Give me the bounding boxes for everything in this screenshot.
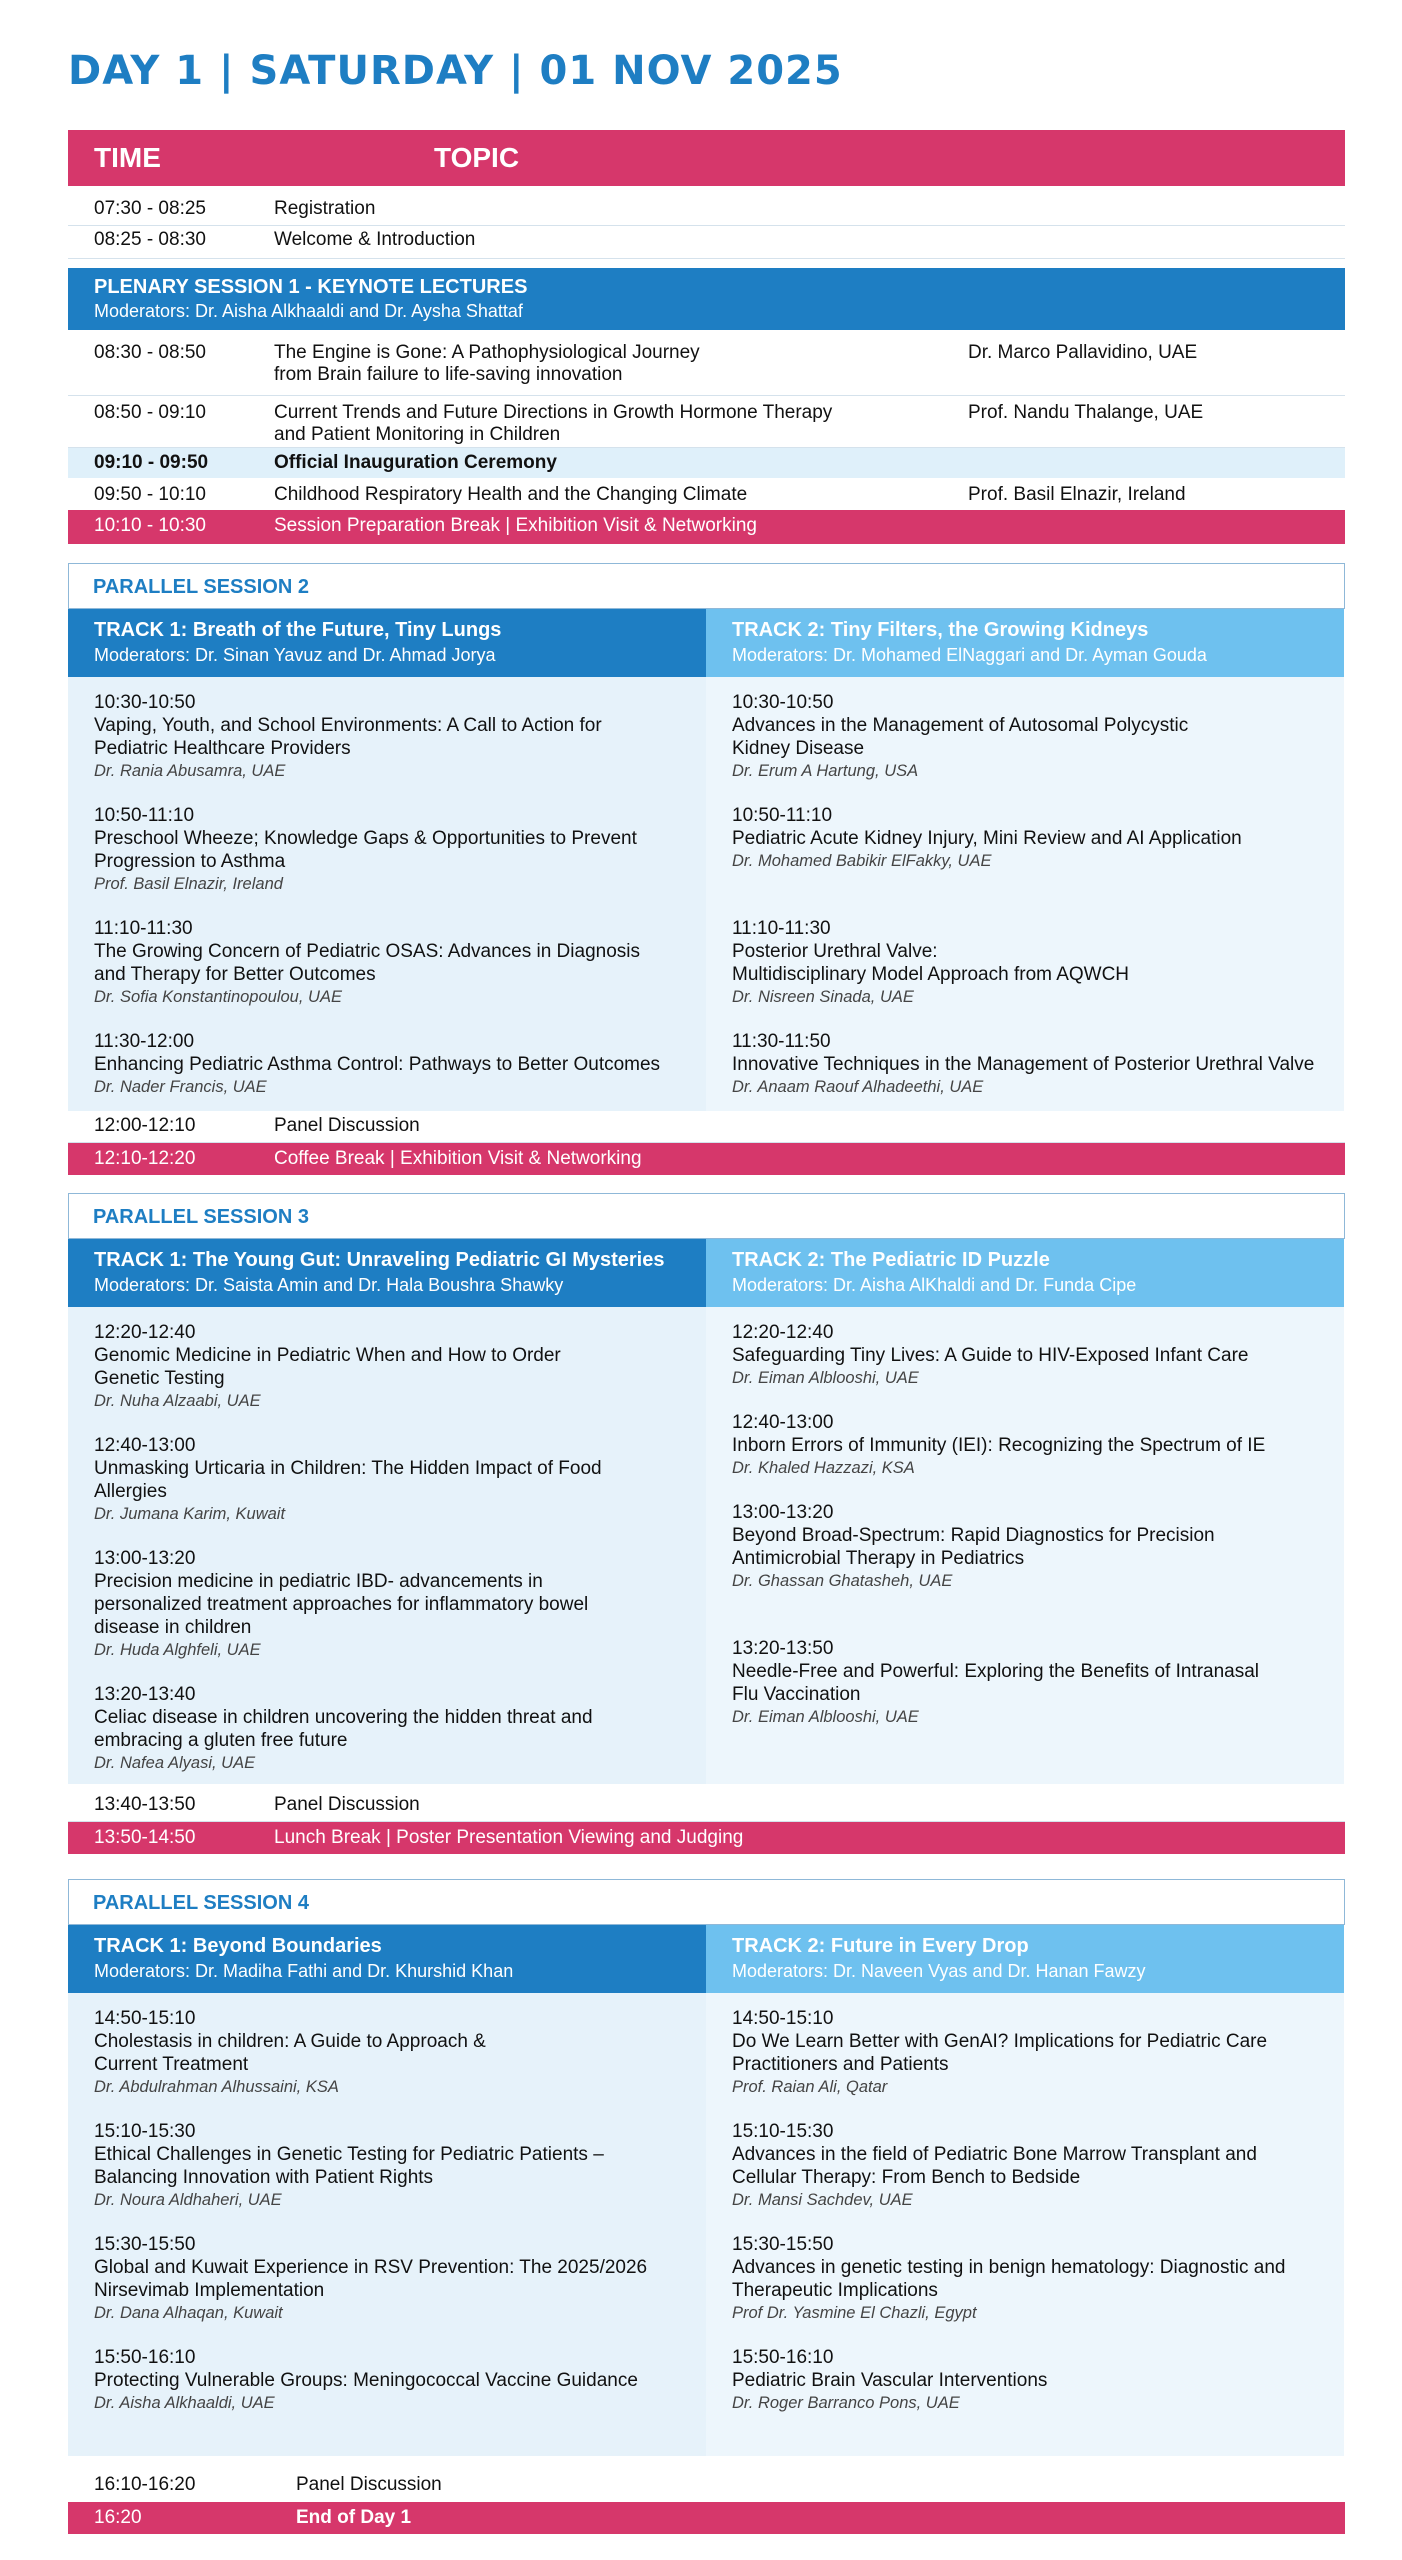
talk-item: 15:30-15:50 Global and Kuwait Experience in RSV Prevention: The 2025/2026 Nirsevimab Implementation Dr. Dana Alhaqan, Kuwait (94, 2234, 648, 2322)
track-title: TRACK 1: Beyond Boundaries (94, 1935, 382, 1957)
break-topic: Session Preparation Break | Exhibition Visit & Networking (274, 515, 757, 536)
row-time: 12:00-12:10 (94, 1115, 196, 1136)
talk-item: 12:40-13:00 Unmasking Urticaria in Children: The Hidden Impact of Food Allergies Dr. Jumana Karim, Kuwait (94, 1435, 602, 1523)
row-speaker: Dr. Marco Pallavidino, UAE (968, 342, 1198, 363)
break-time: 10:10 - 10:30 (94, 515, 206, 536)
talk-item: 12:40-13:00 Inborn Errors of Immunity (IEI): Recognizing the Spectrum of IE Dr. Khaled Hazzazi, KSA (732, 1412, 1266, 1477)
row-time: 08:25 - 08:30 (94, 229, 206, 250)
talk-item: 15:10-15:30 Ethical Challenges in Genetic Testing for Pediatric Patients – Balancing Innovation with Patient Rights Dr. Noura Aldhaheri, UAE (94, 2121, 604, 2209)
row-time: 08:30 - 08:50 (94, 342, 206, 363)
schedule-row (68, 402, 1345, 448)
track-title: TRACK 1: Breath of the Future, Tiny Lungs (94, 619, 502, 641)
talk-item: 12:20-12:40 Safeguarding Tiny Lives: A Guide to HIV-Exposed Infant Care Dr. Eiman Alblooshi, UAE (732, 1322, 1249, 1387)
session2-track1 (68, 609, 706, 1111)
schedule-row (68, 198, 1345, 226)
track-moderators: Moderators: Dr. Sinan Yavuz and Dr. Ahmad Jorya (94, 645, 496, 665)
break-topic: Lunch Break | Poster Presentation Viewing and Judging (274, 1827, 744, 1848)
row-topic: Panel Discussion (274, 1115, 420, 1136)
session4-track1 (68, 1925, 706, 2456)
schedule-row (68, 342, 1345, 396)
row-time: 08:50 - 09:10 (94, 402, 206, 423)
track-moderators: Moderators: Dr. Madiha Fathi and Dr. Khurshid Khan (94, 1961, 514, 1981)
talk-item: 13:20-13:50 Needle-Free and Powerful: Exploring the Benefits of Intranasal Flu Vaccination Dr. Eiman Alblooshi, UAE (732, 1638, 1260, 1726)
session-title: PARALLEL SESSION 2 (93, 576, 309, 598)
schedule-row (68, 484, 1345, 510)
schedule-row (68, 229, 1345, 259)
track-title: TRACK 2: Future in Every Drop (732, 1935, 1029, 1957)
break-bar (68, 1822, 1345, 1854)
track-body (706, 677, 1344, 1111)
talk-item: 15:50-16:10 Pediatric Brain Vascular Interventions Dr. Roger Barranco Pons, UAE (732, 2347, 1048, 2412)
panel-row (68, 1794, 1345, 1822)
track-title: TRACK 2: Tiny Filters, the Growing Kidneys (732, 619, 1149, 641)
end-time: 16:20 (94, 2507, 142, 2528)
session3-track2 (706, 1239, 1344, 1784)
row-topic: Official Inauguration Ceremony (274, 452, 557, 473)
talk-item: 10:50-11:10 Pediatric Acute Kidney Injury, Mini Review and AI Application Dr. Mohamed Babikir ElFakky, UAE (732, 805, 1242, 870)
session-title: PARALLEL SESSION 3 (93, 1206, 309, 1228)
row-topic: Welcome & Introduction (274, 229, 476, 250)
talk-item: 14:50-15:10 Cholestasis in children: A Guide to Approach & Current Treatment Dr. Abdulrahman Alhussaini, KSA (94, 2008, 486, 2096)
parallel-session-4-header (68, 1879, 1345, 1925)
track-body (68, 1307, 706, 1784)
break-time: 12:10-12:20 (94, 1148, 196, 1169)
track-moderators: Moderators: Dr. Naveen Vyas and Dr. Hanan Fawzy (732, 1961, 1146, 1981)
row-time: 16:10-16:20 (94, 2474, 196, 2495)
talk-item: 15:50-16:10 Protecting Vulnerable Groups: Meningococcal Vaccine Guidance Dr. Aisha Alkhaaldi, UAE (94, 2347, 638, 2412)
talk-item: 11:30-11:50 Innovative Techniques in the Management of Posterior Urethral Valve Dr. Anaam Raouf Alhadeethi, UAE (732, 1031, 1315, 1096)
plenary-moderators: Moderators: Dr. Aisha Alkhaaldi and Dr. Aysha Shattaf (94, 301, 523, 321)
track-header (706, 609, 1344, 677)
talk-item: 13:20-13:40 Celiac disease in children uncovering the hidden threat and embracing a gluten free future Dr. Nafea Alyasi, UAE (94, 1684, 593, 1772)
plenary-title: PLENARY SESSION 1 - KEYNOTE LECTURES (94, 276, 528, 298)
parallel-session-3-header (68, 1193, 1345, 1239)
end-bar (68, 2502, 1345, 2534)
day-title: DAY 1 | SATURDAY | 01 NOV 2025 (68, 48, 843, 94)
talk-item: 10:30-10:50 Advances in the Management of Autosomal Polycystic Kidney Disease Dr. Erum A Hartung, USA (732, 692, 1189, 780)
table-header (68, 130, 1345, 186)
talk-item: 15:10-15:30 Advances in the field of Pediatric Bone Marrow Transplant and Cellular Therapy: From Bench to Bedside Dr. Mansi Sachdev, UAE (732, 2121, 1257, 2209)
talk-item: 13:00-13:20 Beyond Broad-Spectrum: Rapid Diagnostics for Precision Antimicrobial Therapy in Pediatrics Dr. Ghassan Ghatasheh, UAE (732, 1502, 1215, 1590)
session-title: PARALLEL SESSION 4 (93, 1892, 309, 1914)
track-moderators: Moderators: Dr. Mohamed ElNaggari and Dr. Ayman Gouda (732, 645, 1207, 665)
track-body (706, 1307, 1344, 1784)
track-title: TRACK 1: The Young Gut: Unraveling Pediatric GI Mysteries (94, 1249, 665, 1271)
track-header (68, 1239, 706, 1307)
talk-item: 12:20-12:40 Genomic Medicine in Pediatric When and How to Order Genetic Testing Dr. Nuha Alzaabi, UAE (94, 1322, 561, 1410)
parallel-session-2-header (68, 563, 1345, 609)
track-title: TRACK 2: The Pediatric ID Puzzle (732, 1249, 1050, 1271)
break-time: 13:50-14:50 (94, 1827, 196, 1848)
header-topic: TOPIC (434, 142, 520, 173)
track-moderators: Moderators: Dr. Aisha AlKhaldi and Dr. Funda Cipe (732, 1275, 1137, 1295)
talk-item: 13:00-13:20 Precision medicine in pediatric IBD- advancements in personalized treatment approaches for inflammatory bowel disease in children Dr. Huda Alghfeli, UAE (94, 1548, 589, 1659)
talk-item: 14:50-15:10 Do We Learn Better with GenAI? Implications for Pediatric Care Practitioners and Patients Prof. Raian Ali, Qatar (732, 2008, 1268, 2096)
track-body (68, 677, 706, 1111)
row-topic: Registration (274, 198, 376, 219)
header-time: TIME (94, 142, 161, 173)
session2-track2 (706, 609, 1344, 1111)
talk-item: 15:30-15:50 Advances in genetic testing in benign hematology: Diagnostic and Therapeutic Implications Prof Dr. Yasmine El Chazli, Egypt (732, 2234, 1286, 2322)
session3-track1 (68, 1239, 706, 1784)
track-header (706, 1239, 1344, 1307)
plenary-session-header (68, 268, 1345, 330)
row-topic: Childhood Respiratory Health and the Changing Climate (274, 484, 748, 505)
break-bar (68, 1143, 1345, 1175)
session4-track2 (706, 1925, 1344, 2456)
track-header (706, 1925, 1344, 1993)
row-time: 07:30 - 08:25 (94, 198, 206, 219)
row-speaker: Prof. Basil Elnazir, Ireland (968, 484, 1186, 505)
talk-item: 11:10-11:30 Posterior Urethral Valve: Multidisciplinary Model Approach from AQWCH Dr. Nisreen Sinada, UAE (732, 918, 1130, 1006)
row-time: 13:40-13:50 (94, 1794, 196, 1815)
break-bar (68, 510, 1345, 544)
inauguration-row (68, 448, 1345, 478)
end-topic: End of Day 1 (296, 2507, 412, 2528)
talk-item: 10:50-11:10 Preschool Wheeze; Knowledge Gaps & Opportunities to Prevent Progression to Asthma Prof. Basil Elnazir, Ireland (94, 805, 637, 893)
track-body (68, 1993, 706, 2456)
panel-row (68, 2474, 1345, 2502)
track-body (706, 1993, 1344, 2456)
track-header (68, 609, 706, 677)
talk-item: 11:30-12:00 Enhancing Pediatric Asthma Control: Pathways to Better Outcomes Dr. Nader Francis, UAE (94, 1031, 661, 1096)
row-topic: Panel Discussion (296, 2474, 442, 2495)
row-time: 09:10 - 09:50 (94, 452, 209, 473)
panel-row (68, 1115, 1345, 1143)
row-speaker: Prof. Nandu Thalange, UAE (968, 402, 1204, 423)
talk-item: 10:30-10:50 Vaping, Youth, and School Environments: A Call to Action for Pediatric Healthcare Providers Dr. Rania Abusamra, UAE (94, 692, 602, 780)
track-header (68, 1925, 706, 1993)
row-topic: Panel Discussion (274, 1794, 420, 1815)
talk-item: 11:10-11:30 The Growing Concern of Pediatric OSAS: Advances in Diagnosis and Therapy for Better Outcomes Dr. Sofia Konstantinopoulou, UAE (94, 918, 640, 1006)
row-topic: The Engine is Gone: A Pathophysiological Journey from Brain failure to life-saving innovation (274, 342, 700, 385)
track-moderators: Moderators: Dr. Saista Amin and Dr. Hala Boushra Shawky (94, 1275, 564, 1295)
row-time: 09:50 - 10:10 (94, 484, 206, 505)
break-topic: Coffee Break | Exhibition Visit & Networking (274, 1148, 642, 1169)
row-topic: Current Trends and Future Directions in Growth Hormone Therapy and Patient Monitoring in Children (274, 402, 833, 445)
